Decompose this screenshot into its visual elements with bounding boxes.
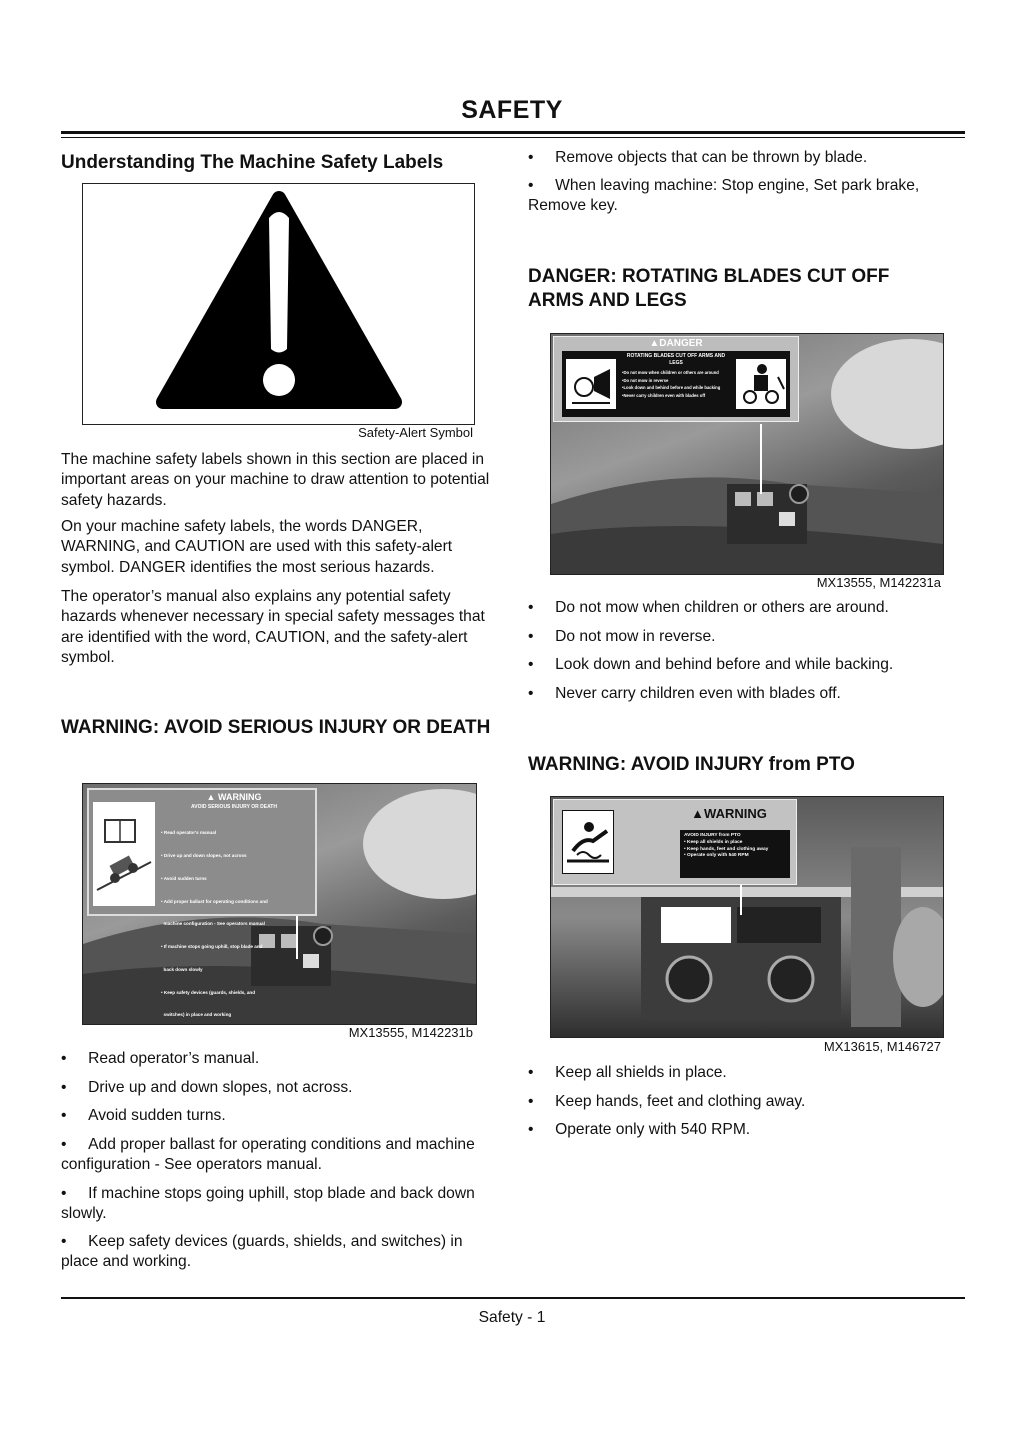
safety-alert-icon (83, 184, 474, 424)
pto-decal-subtitle: AVOID INJURY from PTO (684, 833, 741, 838)
figure-caption-pto: MX13615, M146727 (823, 1039, 941, 1054)
figure-caption-avoid-serious-injury: MX13555, M142231b (348, 1025, 473, 1040)
list-item: • Remove objects that can be thrown by blade. (528, 149, 868, 166)
section-heading-avoid-serious-injury: WARNING: AVOID SERIOUS INJURY OR DEATH (61, 717, 491, 738)
warning-decal-lines: • Read operator's manual • Drive up and down slopes, not across • Avoid sudden turns • Add proper ballast for operating conditions and machine configuration - See operators manual • If machine stops going uphill, stop blade and back down slowly • Keep safety devices (guards, shields, and switches) in place and working (161, 830, 268, 1018)
avoid-serious-injury-photo (82, 783, 477, 1025)
operator-manual-slope-icon (93, 802, 155, 906)
list-item: • Do not mow when children or others are around. (528, 599, 889, 616)
danger-decal-lines: •Do not mow when children or others are around •Do not mow in reverse •Look down and behind before and while backing •Never carry children even with blades off (622, 370, 721, 398)
list-item: • Drive up and down slopes, not across. (61, 1079, 353, 1096)
list-item: • Read operator’s manual. (61, 1050, 260, 1067)
list-item: • Add proper ballast for operating conditions and machine configuration - See operators manual. (61, 1136, 475, 1174)
warning-decal (87, 788, 317, 1018)
list-item: • Never carry children even with blades off. (528, 685, 841, 702)
pto-decal-body (680, 830, 790, 878)
pto-decal-title: ▲WARNING (691, 806, 767, 821)
paragraph-2: On your machine safety labels, the words DANGER, WARNING, and CAUTION are used with this safety-alert symbol. DANGER identifies the most serious hazards. (61, 518, 453, 576)
danger-decal-title: ▲DANGER (649, 338, 703, 349)
danger-decal (553, 336, 799, 422)
footer-rule (61, 1297, 965, 1299)
pto-photo (550, 796, 944, 1038)
pto-decal-line: • Operate only with 540 RPM (684, 853, 749, 859)
pto-decal-line: • Keep hands, feet and clothing away (684, 846, 769, 852)
warning-decal-title: ▲ WARNING (206, 792, 262, 802)
reverse-mowing-right-icon (736, 359, 786, 409)
safety-alert-figure (82, 183, 475, 425)
list-item: • Look down and behind before and while backing. (528, 656, 894, 673)
list-item: • Keep all shields in place. (528, 1064, 727, 1081)
warning-decal-subtitle: AVOID SERIOUS INJURY OR DEATH (191, 804, 277, 810)
rotating-blades-photo (550, 333, 944, 575)
page-title: SAFETY (461, 96, 563, 124)
list-item: • When leaving machine: Stop engine, Set park brake, Remove key. (528, 177, 920, 215)
blade-hazard-left-icon (566, 359, 616, 409)
figure-caption-rotating-blades: MX13555, M142231a (816, 575, 941, 590)
list-item: • Do not mow in reverse. (528, 628, 716, 645)
header-rule-thin (61, 137, 965, 138)
pto-entanglement-icon (563, 811, 613, 873)
section-heading-safety-labels: Understanding The Machine Safety Labels (61, 152, 444, 173)
pto-decal-line: • Keep all shields in place (684, 839, 743, 845)
list-item: • Operate only with 540 RPM. (528, 1121, 751, 1138)
section-heading-avoid-injury-pto: WARNING: AVOID INJURY from PTO (528, 754, 855, 775)
section-heading-rotating-blades: DANGER: ROTATING BLADES CUT OFF ARMS AND LEGS (528, 266, 890, 311)
figure-caption-safety-alert: Safety-Alert Symbol (358, 425, 473, 440)
paragraph-3: The operator’s manual also explains any potential safety hazards whenever necessary in special safety messages that are identified with the word, CAUTION, and the safety-alert symbol. (61, 588, 485, 666)
list-item: • Avoid sudden turns. (61, 1107, 226, 1124)
danger-decal-subtitle: ROTATING BLADES CUT OFF ARMS AND LEGS (626, 353, 726, 366)
paragraph-1: The machine safety labels shown in this section are placed in important areas on your machine to draw attention to potential safety hazards. (61, 451, 490, 509)
page-footer: Safety - 1 (478, 1309, 546, 1326)
danger-decal-body (562, 351, 790, 417)
pto-pictogram (562, 810, 614, 874)
header-rule-thick (61, 131, 965, 134)
list-item: • Keep safety devices (guards, shields, and switches) in place and working. (61, 1233, 463, 1271)
list-item: • Keep hands, feet and clothing away. (528, 1093, 806, 1110)
list-item: • If machine stops going uphill, stop blade and back down slowly. (61, 1185, 475, 1223)
pto-warning-decal (553, 799, 797, 885)
warning-pictogram (93, 802, 155, 906)
